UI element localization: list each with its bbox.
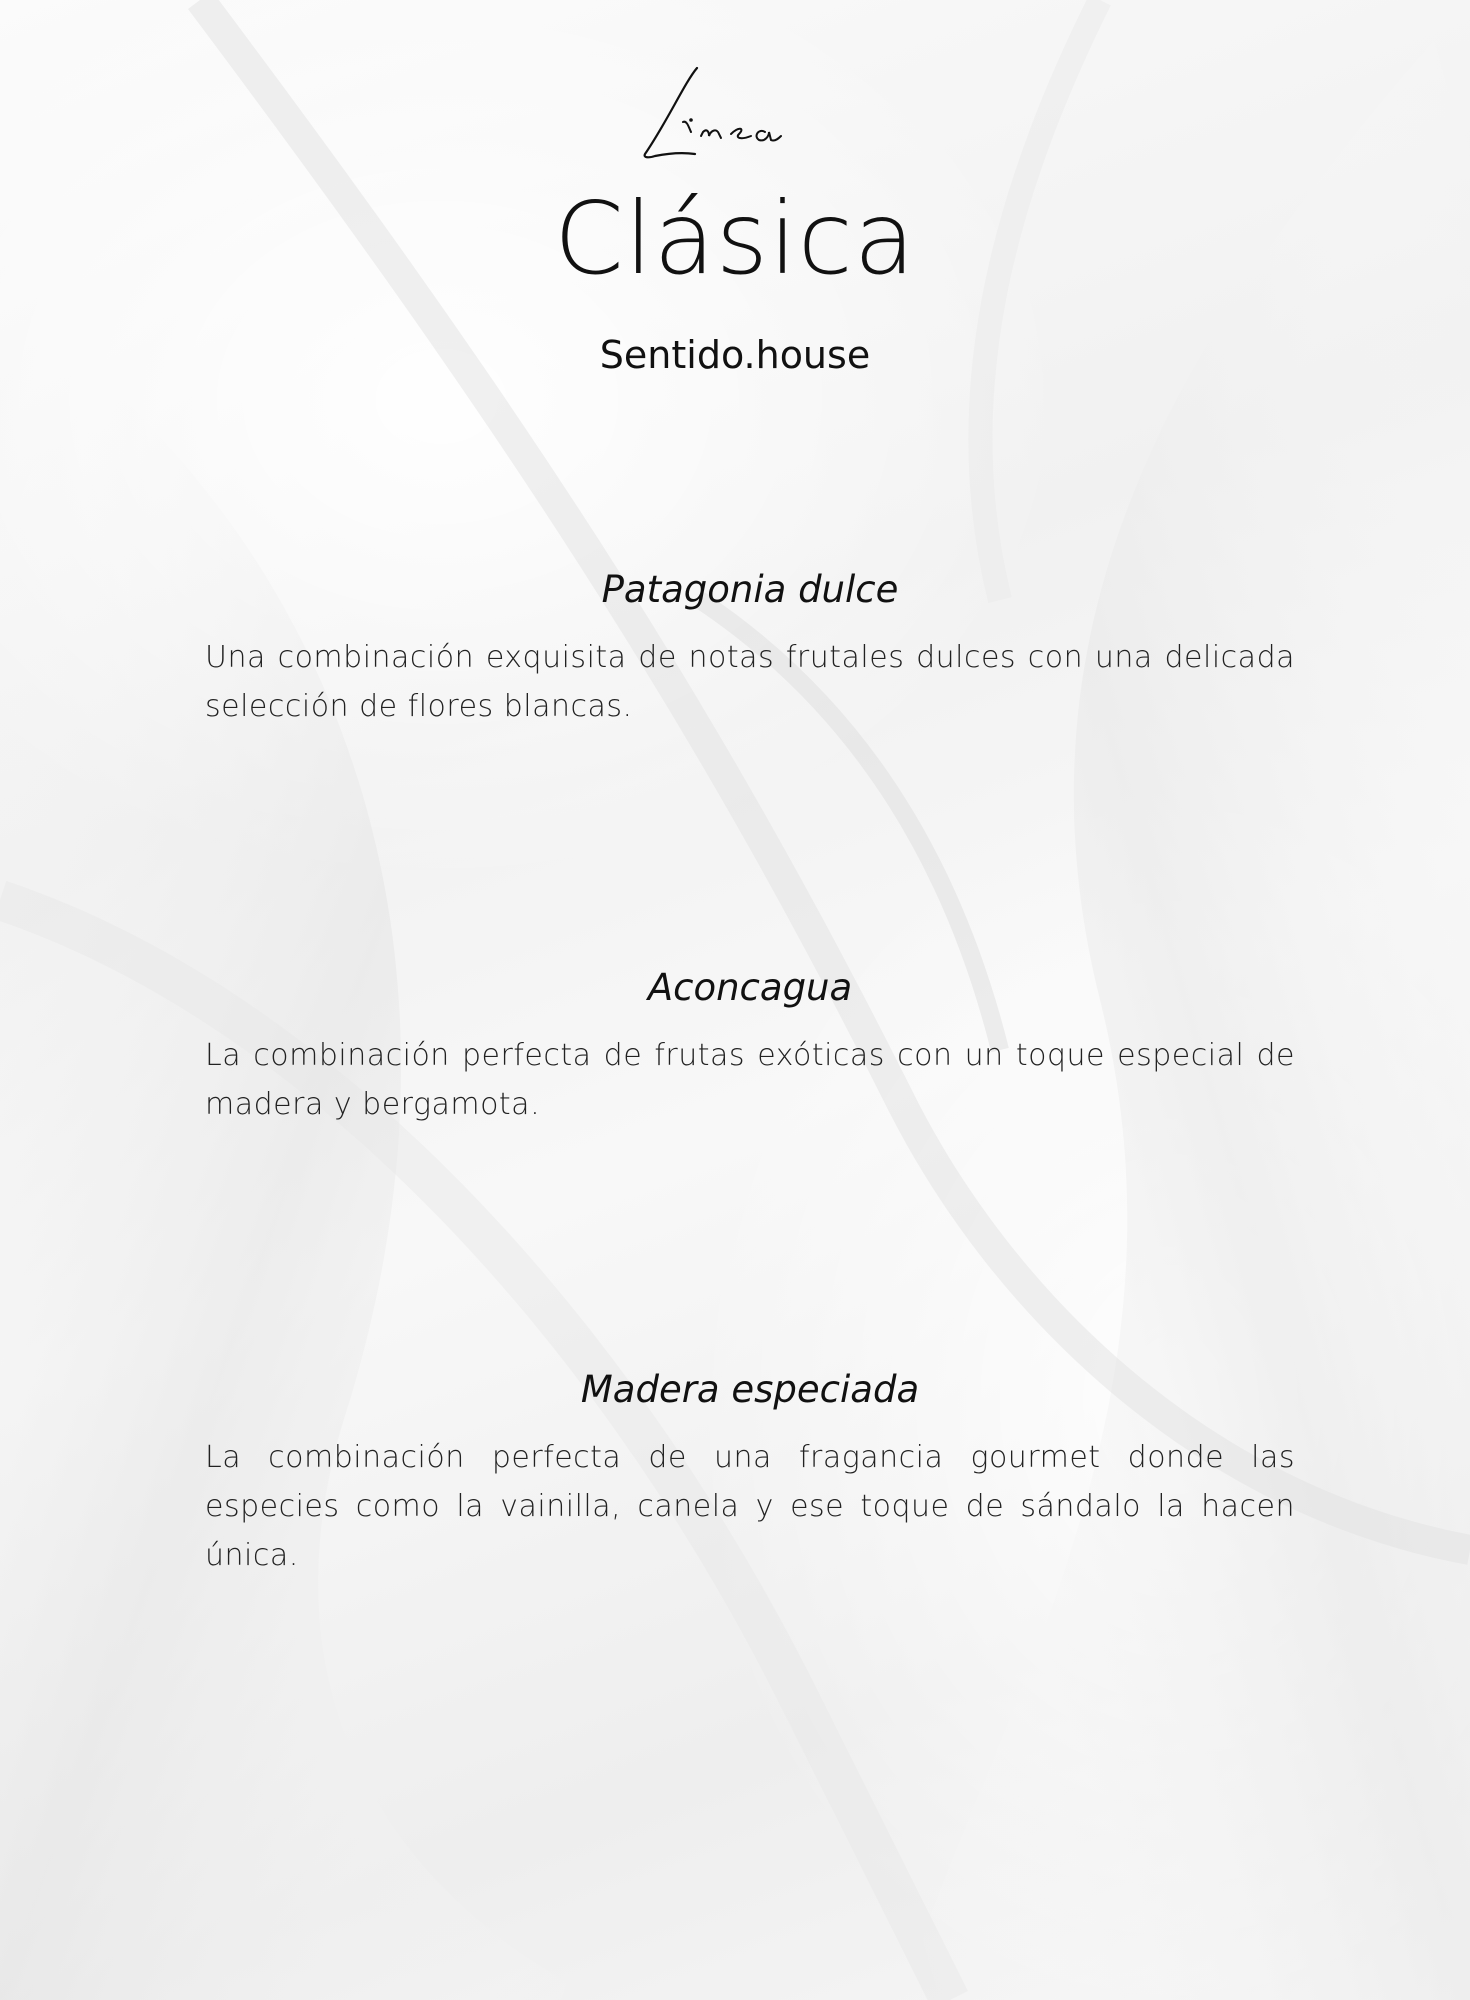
product-title: Madera especiada: [580, 1368, 920, 1411]
product-section: [205, 966, 1295, 1129]
page-title: Clásica: [553, 180, 917, 297]
product-section: [205, 568, 1295, 731]
product-section: [205, 1368, 1295, 1580]
product-description: La combinación perfecta de frutas exóticas con un toque especial de madera y bergamota.: [205, 1038, 1295, 1122]
product-description: La combinación perfecta de una fragancia gourmet donde las especies como la vainilla, canela y ese toque de sándalo la hacen única.: [205, 1440, 1295, 1573]
product-title: Patagonia dulce: [601, 568, 899, 611]
script-linea-wordmark: [635, 62, 835, 162]
product-title: Aconcagua: [647, 966, 853, 1009]
product-description: Una combinación exquisita de notas frutales dulces con una delicada selección de flores blancas.: [205, 640, 1295, 724]
brand-name: Sentido.house: [599, 333, 871, 377]
